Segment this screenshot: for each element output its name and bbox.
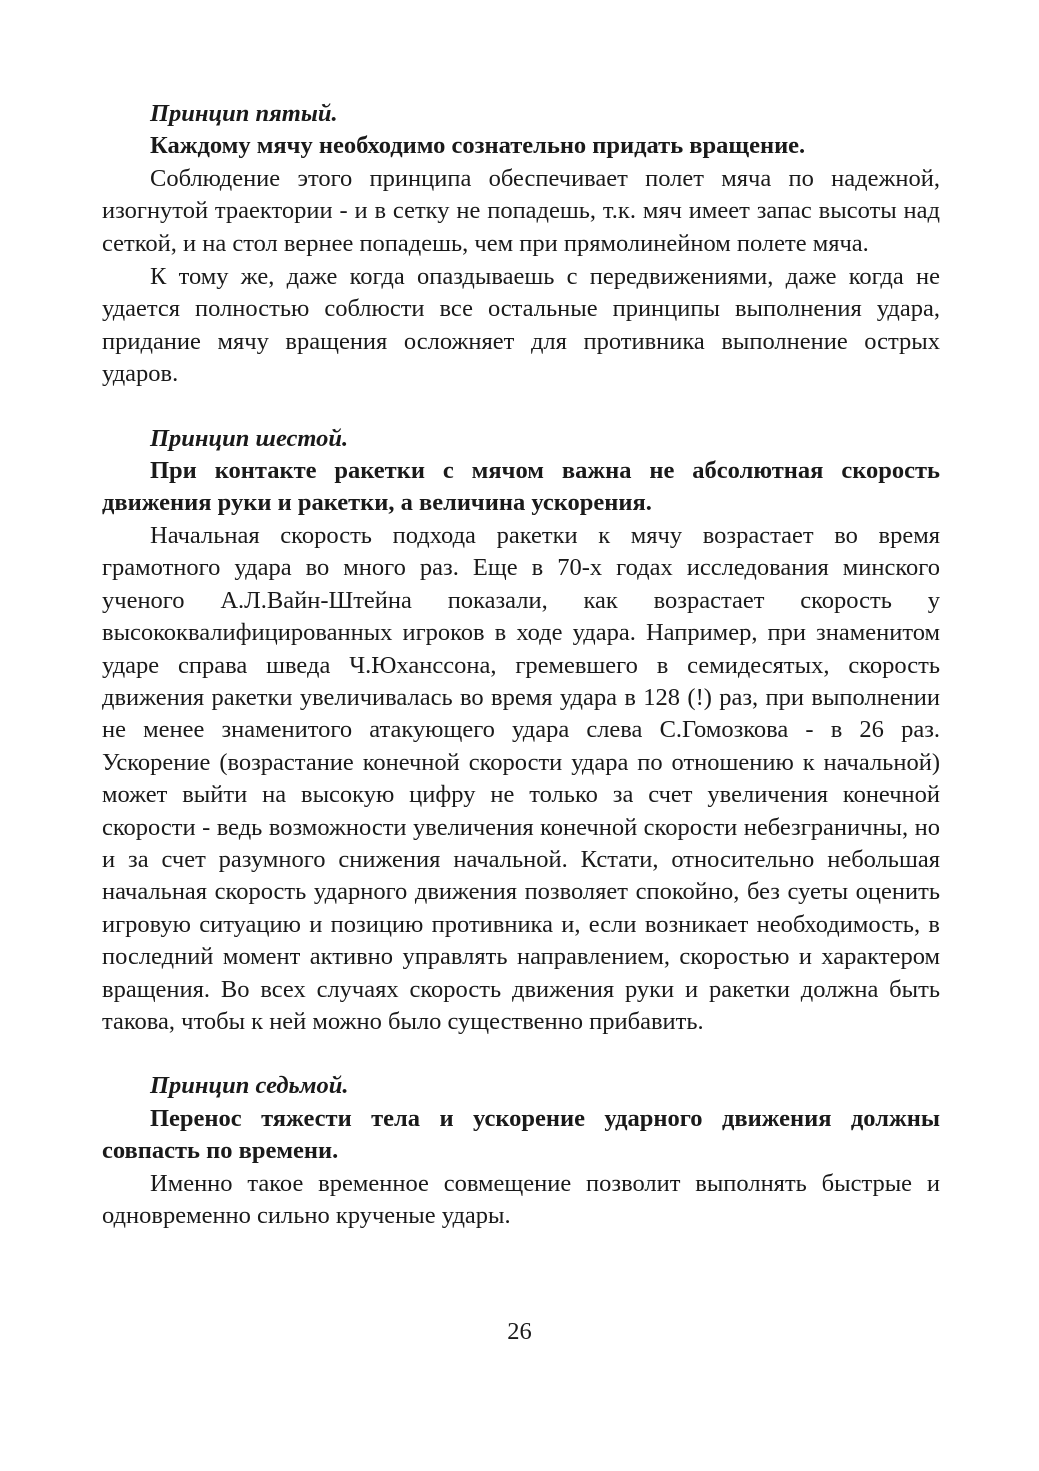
section-heading: Принцип пятый. xyxy=(150,100,338,127)
body-paragraph: Начальная скорость подхода ракетки к мячу возрастает во время грамотного удара во много раз. Еще в 70-х годах исследования минского ученого А.Л.Вайн-Штейна показали, как возрастает скорость у высококвалифицированных игроков в ходе удара. Например, при знаменитом ударе справа шведа Ч.Юханссона, гремевшего в семидесятых, скорость движения ракетки увеличивалась во время удара в 128 (!) раз, при выполнении не менее знаменитого атакующего удара слева С.Гомозкова - в 26 раз. Ускорение (возрастание конечной скорости удара по отношению к начальной) может выйти на высокую цифру не только за счет увеличения конечной скорости - ведь возможности увеличения конечной скорости небезграничны, но и за счет разумного снижения начальной. Кстати, относительно небольшая начальная скорость ударного движения позволяет спокойно, без суеты оценить игровую ситуацию и позицию противника и, если возникает необходимость, в последний момент активно управлять направлением, скоростью и характером вращения. Во всех случаях скорость движения руки и ракетки должна быть такова, чтобы к ней можно было существенно прибавить. xyxy=(102,521,940,1035)
body-paragraph: Соблюдение этого принципа обеспечивает полет мяча по надежной, изогнутой траектории - и в сетку не попадешь, т.к. мяч имеет запас высоты над сеткой, и на стол вернее попадешь, чем при прямолинейном полете мяча. xyxy=(102,164,940,257)
section-thesis: Перенос тяжести тела и ускорение ударного движения должны совпасть по времени. xyxy=(102,1104,940,1165)
body-paragraph: К тому же, даже когда опаздываешь с передвижениями, даже когда не удается полностью соблюсти все остальные принципы выполнения удара, придание мячу вращения осложняет для противника выполнение острых ударов. xyxy=(102,263,940,388)
section-thesis: При контакте ракетки с мячом важна не абсолютная скорость движения руки и ракетки, а величина ускорения. xyxy=(102,457,940,517)
section-principle-6 xyxy=(102,423,940,1039)
section-principle-7 xyxy=(102,1070,940,1232)
section-principle-5 xyxy=(102,98,940,391)
section-heading: Принцип шестой. xyxy=(150,424,349,452)
page-content xyxy=(102,98,940,1232)
section-thesis: Каждому мячу необходимо сознательно придать вращение. xyxy=(150,132,806,160)
section-heading: Принцип седьмой. xyxy=(150,1072,349,1100)
page-number: 26 xyxy=(507,1318,532,1345)
body-paragraph: Именно такое временное совмещение позволит выполнять быстрые и одновременно сильно крученые удары. xyxy=(102,1169,940,1229)
